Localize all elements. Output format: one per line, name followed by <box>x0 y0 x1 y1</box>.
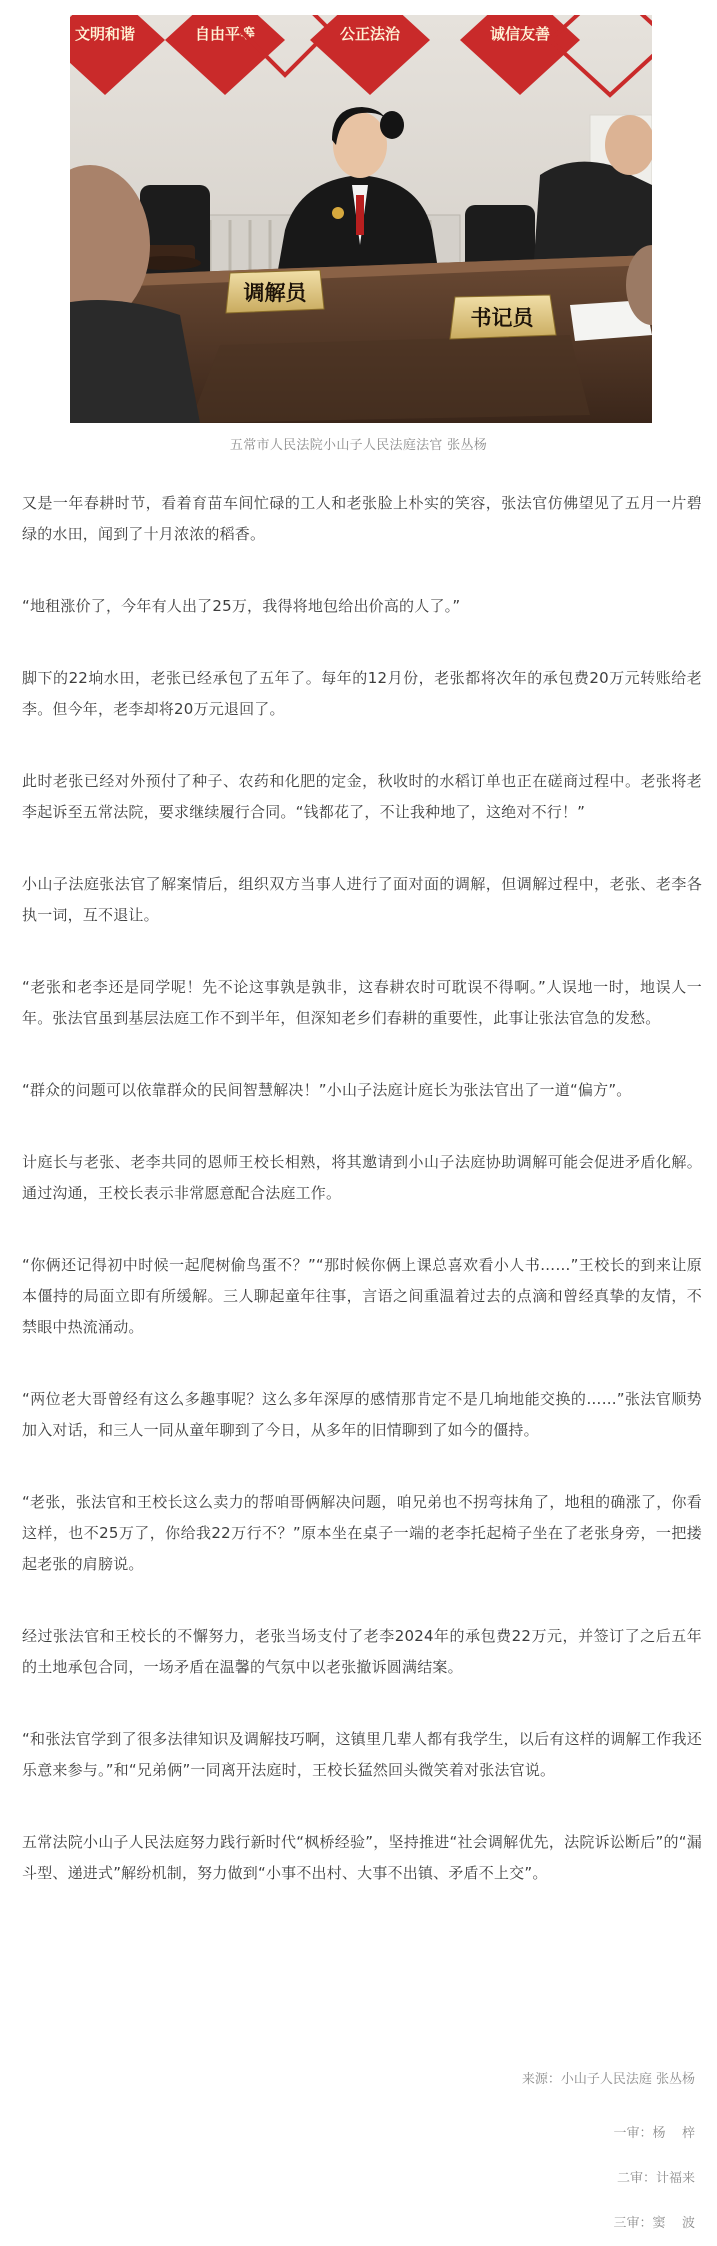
source-line: 来源：小山子人民法庭 张丛杨 <box>521 2072 695 2087</box>
paragraph: “两位老大哥曾经有这么多趣事呢？这么多年深厚的感情那肯定不是几垧地能交换的……”张法官顺势加入对话，和三人一同从童年聊到了今日，从多年的旧情聊到了如今的僵持。 <box>22 1390 702 1439</box>
paragraph: 脚下的22垧水田，老张已经承包了五年了。每年的12月份，老张都将次年的承包费20万元转账给老李。但今年，老李却将20万元退回了。 <box>22 669 702 718</box>
review-third: 三审：窦 波 <box>613 2216 695 2231</box>
svg-text:书记员: 书记员 <box>470 305 534 330</box>
paragraph: 又是一年春耕时节，看着育苗车间忙碌的工人和老张脸上朴实的笑容，张法官仿佛望见了五月一片碧绿的水田，闻到了十月浓浓的稻香。 <box>22 494 702 543</box>
svg-text:公正法治: 公正法治 <box>339 25 401 43</box>
svg-text:自由平等: 自由平等 <box>194 25 256 43</box>
paragraph: 小山子法庭张法官了解案情后，组织双方当事人进行了面对面的调解，但调解过程中，老张、老李各执一词，互不退让。 <box>22 875 702 924</box>
review-first: 一审：杨 梓 <box>613 2126 695 2141</box>
paragraph: “群众的问题可以依靠群众的民间智慧解决！”小山子法庭计庭长为张法官出了一道“偏方”。 <box>22 1081 632 1099</box>
article-body <box>22 488 702 1930</box>
paragraph: 此时老张已经对外预付了种子、农药和化肥的定金，秋收时的水稻订单也正在磋商过程中。老张将老李起诉至五常法院，要求继续履行合同。“钱都花了，不让我种地了，这绝对不行！” <box>22 772 702 821</box>
mediation-photo <box>70 15 652 423</box>
paragraph: “老张，张法官和王校长这么卖力的帮咱哥俩解决问题，咱兄弟也不拐弯抹角了，地租的确涨了，你看这样，也不25万了，你给我22万行不？”原本坐在桌子一端的老李托起椅子坐在了老张身旁，一把搂起老张的肩膀说。 <box>22 1493 702 1573</box>
svg-text:文明和谐: 文明和谐 <box>74 25 136 43</box>
svg-text:诚信友善: 诚信友善 <box>489 25 551 43</box>
nameplate-mediator <box>226 270 324 313</box>
paragraph: “你俩还记得初中时候一起爬树偷鸟蛋不？”“那时候你俩上课总喜欢看小人书……”王校长的到来让原本僵持的局面立即有所缓解。三人聊起童年往事，言语之间重温着过去的点滴和曾经真挚的友情，不禁眼中热流涌动。 <box>22 1256 702 1336</box>
svg-text:调解员: 调解员 <box>243 280 307 305</box>
review-second: 二审：计福来 <box>616 2171 695 2186</box>
paragraph: 五常法院小山子人民法庭努力践行新时代“枫桥经验”，坚持推进“社会调解优先，法院诉讼断后”的“漏斗型、递进式”解纷机制，努力做到“小事不出村、大事不出镇、矛盾不上交”。 <box>22 1833 702 1882</box>
source-credits <box>522 2066 695 2246</box>
paragraph: 经过张法官和王校长的不懈努力，老张当场支付了老李2024年的承包费22万元，并签订了之后五年的土地承包合同，一场矛盾在温馨的气氛中以老张撤诉圆满结案。 <box>22 1627 702 1676</box>
paragraph: 计庭长与老张、老李共同的恩师王校长相熟，将其邀请到小山子法庭协助调解可能会促进矛盾化解。通过沟通，王校长表示非常愿意配合法庭工作。 <box>22 1153 702 1202</box>
nameplate-clerk <box>450 295 556 339</box>
photo-caption: 五常市人民法院小山子人民法庭法官 张丛杨 <box>229 438 488 453</box>
paragraph: “老张和老李还是同学呢！先不论这事孰是孰非，这春耕农时可耽误不得啊。”人误地一时，地误人一年。张法官虽到基层法庭工作不到半年，但深知老乡们春耕的重要性，此事让张法官急的发愁。 <box>22 978 702 1027</box>
paragraph: “和张法官学到了很多法律知识及调解技巧啊，这镇里几辈人都有我学生，以后有这样的调解工作我还乐意来参与。”和“兄弟俩”一同离开法庭时，王校长猛然回头微笑着对张法官说。 <box>22 1730 702 1779</box>
paragraph: “地租涨价了，今年有人出了25万，我得将地包给出价高的人了。” <box>22 597 461 615</box>
